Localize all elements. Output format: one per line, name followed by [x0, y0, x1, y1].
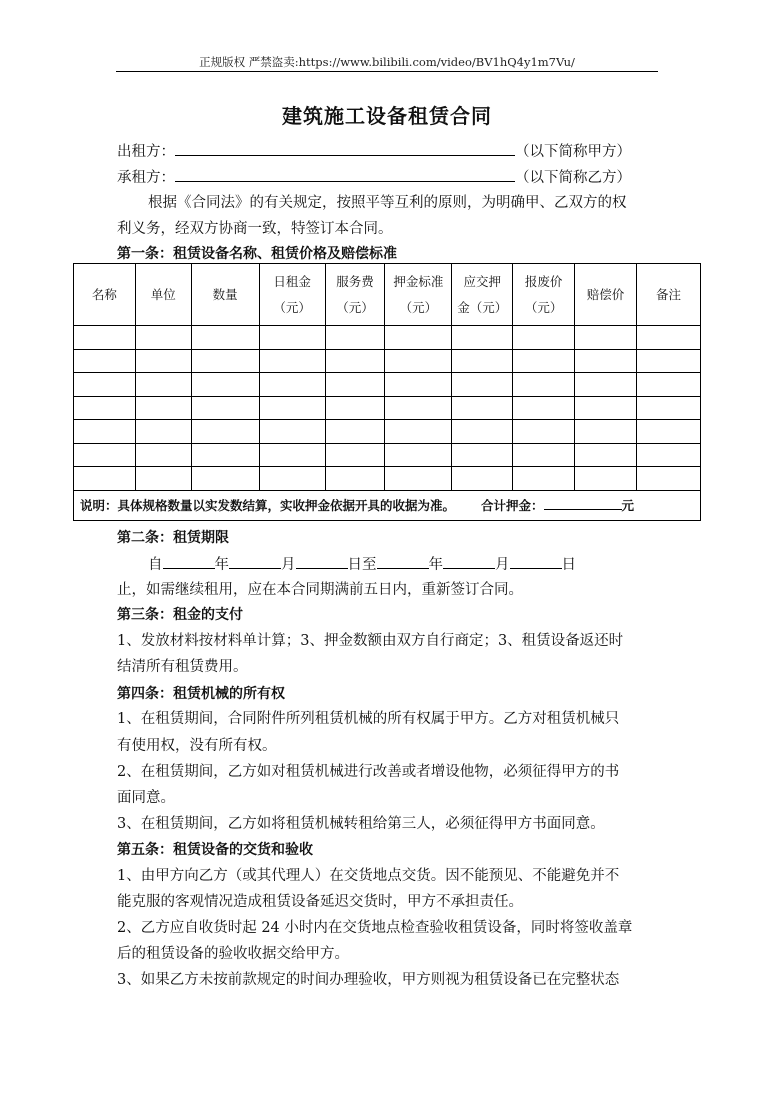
- end-day-label: 日: [561, 557, 576, 573]
- table-cell[interactable]: [191, 420, 259, 444]
- delivery-p2-line-2: 后的租赁设备的验收收据交给甲方。: [117, 946, 349, 962]
- article-3-title: 第三条：租金的支付: [117, 607, 243, 623]
- column-header-text: 报废价: [524, 273, 563, 289]
- table-cell[interactable]: [191, 396, 259, 420]
- column-header: [135, 264, 191, 326]
- end-year-blank[interactable]: [377, 554, 429, 569]
- lessor-line: [117, 141, 631, 162]
- end-day-blank[interactable]: [510, 554, 562, 569]
- table-cell[interactable]: [74, 349, 136, 373]
- column-header-text: 服务费: [336, 273, 374, 289]
- column-header: [636, 264, 700, 326]
- column-header-text: 应交押: [463, 273, 502, 289]
- column-header-text: 金（元）: [457, 299, 508, 315]
- table-cell[interactable]: [385, 420, 452, 444]
- total-deposit-unit: 元: [621, 498, 635, 513]
- document-title: 建筑施工设备租赁合同: [282, 104, 492, 128]
- table-cell[interactable]: [74, 373, 136, 397]
- table-cell[interactable]: [385, 443, 452, 467]
- table-cell[interactable]: [135, 420, 191, 444]
- table-cell[interactable]: [325, 467, 385, 491]
- table-cell[interactable]: [325, 373, 385, 397]
- table-cell[interactable]: [636, 396, 700, 420]
- end-month-label: 月: [495, 557, 510, 573]
- table-cell[interactable]: [259, 396, 325, 420]
- start-month-blank[interactable]: [229, 554, 281, 569]
- start-day-blank[interactable]: [296, 554, 348, 569]
- table-cell[interactable]: [513, 349, 575, 373]
- table-note-text: 说明：具体规格数量以实发数结算，实收押金依据开具的收据为准。: [80, 498, 456, 513]
- table-cell[interactable]: [385, 396, 452, 420]
- table-cell[interactable]: [259, 443, 325, 467]
- table-cell[interactable]: [385, 373, 452, 397]
- table-cell[interactable]: [191, 467, 259, 491]
- table-cell[interactable]: [385, 326, 452, 350]
- table-cell[interactable]: [74, 420, 136, 444]
- lessee-line: [117, 167, 631, 188]
- table-row: [74, 443, 701, 467]
- article-4-title: 第四条：租赁机械的所有权: [117, 686, 285, 702]
- table-cell[interactable]: [513, 420, 575, 444]
- table-cell[interactable]: [636, 349, 700, 373]
- table-cell[interactable]: [452, 373, 513, 397]
- table-row: [74, 373, 701, 397]
- month-label: 月: [281, 557, 296, 573]
- table-cell[interactable]: [636, 373, 700, 397]
- table-note-cell: [74, 490, 701, 520]
- table-cell[interactable]: [135, 349, 191, 373]
- table-cell[interactable]: [74, 326, 136, 350]
- payment-line-2: 结清所有租赁费用。: [117, 659, 248, 675]
- table-cell[interactable]: [325, 349, 385, 373]
- table-cell[interactable]: [575, 467, 637, 491]
- delivery-p3-line-1: 3、如果乙方未按前款规定的时间办理验收，甲方则视为租赁设备已在完整状态: [117, 972, 620, 988]
- table-cell[interactable]: [135, 467, 191, 491]
- table-cell[interactable]: [259, 349, 325, 373]
- table-cell[interactable]: [452, 467, 513, 491]
- table-cell[interactable]: [259, 326, 325, 350]
- table-header-row: [74, 264, 701, 326]
- table-row: [74, 326, 701, 350]
- column-header: [385, 264, 452, 326]
- delivery-p2-line-1: 2、乙方应自收货时起 24 小时内在交货地点检查验收租赁设备，同时将签收盖章: [117, 920, 633, 936]
- delivery-p1-line-2: 能克服的客观情况造成租赁设备延迟交货时，甲方不承担责任。: [117, 894, 523, 910]
- table-cell[interactable]: [575, 349, 637, 373]
- column-header-text: 名称: [91, 286, 117, 302]
- table-cell[interactable]: [74, 467, 136, 491]
- table-cell[interactable]: [74, 443, 136, 467]
- lessor-blank[interactable]: [175, 141, 515, 156]
- article-2-title: 第二条：租赁期限: [117, 530, 229, 546]
- column-header-text: （元）: [273, 299, 311, 315]
- table-cell[interactable]: [325, 443, 385, 467]
- table-cell[interactable]: [135, 373, 191, 397]
- total-deposit-label: 合计押金：: [481, 498, 544, 513]
- column-header: [575, 264, 637, 326]
- table-cell[interactable]: [452, 420, 513, 444]
- column-header: [191, 264, 259, 326]
- table-cell[interactable]: [385, 349, 452, 373]
- table-cell[interactable]: [636, 467, 700, 491]
- column-header: [259, 264, 325, 326]
- table-cell[interactable]: [191, 326, 259, 350]
- column-header-text: （元）: [336, 299, 374, 315]
- year-label: 年: [214, 557, 229, 573]
- ownership-p1-line-1: 1、在租赁期间，合同附件所列租赁机械的所有权属于甲方。乙方对租赁机械只: [117, 711, 620, 727]
- column-header: [325, 264, 385, 326]
- day-to-label: 日至: [347, 557, 377, 573]
- table-row: [74, 349, 701, 373]
- lessee-blank[interactable]: [175, 167, 515, 182]
- column-header-text: （元）: [399, 299, 438, 315]
- table-cell[interactable]: [452, 349, 513, 373]
- table-cell[interactable]: [575, 420, 637, 444]
- table-cell[interactable]: [575, 373, 637, 397]
- lessee-label: 承租方：: [117, 170, 175, 186]
- article-1-title: 第一条：租赁设备名称、租赁价格及赔偿标准: [117, 246, 397, 262]
- term-line-2: 止，如需继续租用，应在本合同期满前五日内，重新签订合同。: [117, 582, 523, 598]
- column-header: [74, 264, 136, 326]
- table-cell[interactable]: [259, 373, 325, 397]
- term-dates-line: [148, 554, 576, 575]
- column-header: [452, 264, 513, 326]
- column-header-text: 赔偿价: [586, 286, 625, 302]
- lessee-suffix: （以下简称乙方）: [515, 170, 631, 186]
- table-cell[interactable]: [135, 326, 191, 350]
- table-cell[interactable]: [325, 326, 385, 350]
- column-header-text: （元）: [524, 299, 563, 315]
- start-year-blank[interactable]: [163, 554, 215, 569]
- column-header-text: 日租金: [273, 273, 311, 289]
- ownership-p2-line-1: 2、在租赁期间，乙方如对租赁机械进行改善或者增设他物，必须征得甲方的书: [117, 764, 620, 780]
- table-cell[interactable]: [452, 443, 513, 467]
- table-cell[interactable]: [575, 326, 637, 350]
- table-cell[interactable]: [452, 396, 513, 420]
- from-label: 自: [148, 557, 163, 573]
- table-cell[interactable]: [191, 373, 259, 397]
- total-deposit-blank[interactable]: [544, 496, 622, 510]
- ownership-p2-line-2: 面同意。: [117, 790, 175, 806]
- rental-table: [73, 263, 701, 521]
- table-cell[interactable]: [385, 467, 452, 491]
- table-cell[interactable]: [191, 443, 259, 467]
- ownership-p1-line-2: 有使用权，没有所有权。: [117, 738, 277, 754]
- column-header-text: 备注: [655, 286, 681, 302]
- lessor-label: 出租方：: [117, 144, 175, 160]
- table-cell[interactable]: [513, 326, 575, 350]
- column-header-text: 单位: [150, 286, 176, 302]
- delivery-p1-line-1: 1、由甲方向乙方（或其代理人）在交货地点交货。因不能预见、不能避免并不: [117, 868, 620, 884]
- table-cell[interactable]: [575, 443, 637, 467]
- table-cell[interactable]: [513, 396, 575, 420]
- intro-line-2: 利义务，经双方协商一致，特签订本合同。: [117, 221, 393, 237]
- column-header-text: 押金标准: [393, 273, 444, 289]
- table-cell[interactable]: [325, 396, 385, 420]
- table-cell[interactable]: [135, 396, 191, 420]
- table-row: [74, 420, 701, 444]
- column-header-text: 数量: [212, 286, 238, 302]
- table-cell[interactable]: [513, 373, 575, 397]
- table-cell[interactable]: [575, 396, 637, 420]
- lessor-suffix: （以下简称甲方）: [515, 144, 631, 160]
- table-cell[interactable]: [74, 396, 136, 420]
- header-divider: [116, 71, 658, 72]
- table-row: [74, 467, 701, 491]
- end-month-blank[interactable]: [443, 554, 495, 569]
- ownership-p3: 3、在租赁期间，乙方如将租赁机械转租给第三人，必须征得甲方书面同意。: [117, 816, 605, 832]
- table-cell[interactable]: [636, 443, 700, 467]
- table-cell[interactable]: [513, 467, 575, 491]
- column-header: [513, 264, 575, 326]
- table-cell[interactable]: [325, 420, 385, 444]
- article-5-title: 第五条：租赁设备的交货和验收: [117, 842, 313, 858]
- table-cell[interactable]: [513, 443, 575, 467]
- table-cell[interactable]: [452, 326, 513, 350]
- table-cell[interactable]: [259, 467, 325, 491]
- table-cell[interactable]: [636, 326, 700, 350]
- table-cell[interactable]: [135, 443, 191, 467]
- table-cell[interactable]: [259, 420, 325, 444]
- intro-line-1: 根据《合同法》的有关规定，按照平等互利的原则，为明确甲、乙双方的权: [148, 195, 627, 211]
- table-row: [74, 396, 701, 420]
- copyright-note: 正规版权 严禁盗卖:https://www.bilibili.com/video/BV1hQ4y1m7Vu/: [199, 55, 575, 69]
- end-year-label: 年: [428, 557, 443, 573]
- payment-line-1: 1、发放材料按材料单计算；3、押金数额由双方自行商定；3、租赁设备返还时: [117, 633, 624, 649]
- table-cell[interactable]: [191, 349, 259, 373]
- table-cell[interactable]: [636, 420, 700, 444]
- table-note-row: [74, 490, 701, 520]
